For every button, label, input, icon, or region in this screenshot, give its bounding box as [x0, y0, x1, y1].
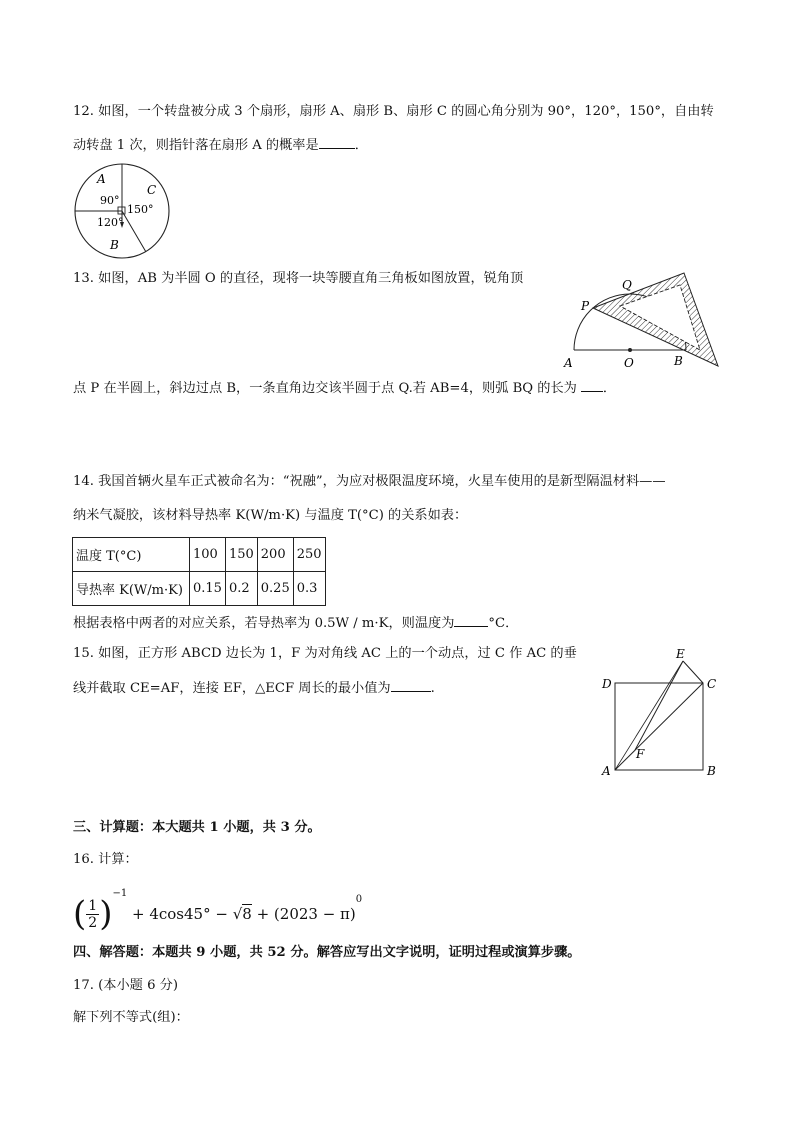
q12-line2-text: 动转盘 1 次，则指针落在扇形 A 的概率是	[73, 138, 319, 153]
radicand: 8	[242, 905, 252, 923]
section3-title: 三、计算题：本大题共 1 小题，共 3 分。	[73, 820, 321, 835]
table-cell: 0.2	[225, 572, 257, 606]
q15-line2-text: 线并截取 CE=AF，连接 EF，△ECF 周长的最小值为	[73, 681, 391, 696]
label-F: F	[636, 747, 645, 761]
segment-EF	[635, 661, 683, 750]
table-cell: 200	[257, 538, 293, 572]
table-cell: 0.3	[293, 572, 325, 606]
label-P: P	[581, 299, 590, 313]
q12-answer-blank	[319, 136, 355, 149]
label-Q: Q	[622, 278, 632, 292]
q17-line2: 解下列不等式(组)：	[73, 1010, 189, 1025]
q14-line3	[73, 614, 518, 632]
section4-title: 四、解答题：本题共 9 小题，共 52 分。解答应写出文字说明，证明过程或演算步骤。	[73, 945, 581, 960]
diagonal-AC	[615, 683, 703, 770]
q14-answer-blank	[454, 614, 488, 627]
sqrt-symbol: √	[232, 905, 243, 923]
q13-line2-end: ．	[602, 381, 617, 396]
exponent-zero: 0	[355, 894, 363, 905]
q14-line3-text: 根据表格中两者的对应关系，若导热率为 0.5W / m·K，则温度为	[73, 616, 455, 631]
table-cell: 导热率 K(W/m·K)	[73, 572, 190, 606]
spinner-angle-120: 120°	[97, 216, 124, 229]
label-A: A	[602, 764, 611, 778]
spinner-label-C: C	[147, 183, 157, 197]
paren-right: )	[99, 894, 113, 934]
spinner-label-A: A	[97, 172, 106, 186]
label-C: C	[707, 677, 717, 691]
q15-square-figure	[598, 644, 726, 784]
q15-line1: 15. 如图，正方形 ABCD 边长为 1，F 为对角线 AC 上的一个动点，过 C 作 AC 的垂	[73, 646, 577, 661]
label-B: B	[707, 764, 716, 778]
q15-answer-blank	[391, 679, 431, 692]
fraction-denominator: 2	[88, 914, 98, 931]
spinner-angle-90: 90°	[100, 194, 120, 207]
q14-line1: 14. 我国首辆火星车正式被命名为：“祝融”，为应对极限温度环境，火星车使用的是新型隔温材料——	[73, 474, 666, 489]
center-point-O	[628, 348, 632, 352]
conductivity-table	[72, 537, 326, 606]
label-D: D	[602, 677, 612, 691]
table-cell: 150	[225, 538, 257, 572]
table-cell: 温度 T(°C)	[73, 538, 190, 572]
fraction	[86, 898, 99, 931]
spinner-label-B: B	[110, 238, 119, 252]
q13-answer-blank	[581, 379, 603, 392]
q13-line2-text: 点 P 在半圆上，斜边过点 B，一条直角边交该半圆于点 Q.若 AB=4，则弧 BQ 的长为	[73, 381, 577, 396]
spinner-radius-lower	[122, 211, 146, 252]
q12-line1: 12. 如图，一个转盘被分成 3 个扇形，扇形 A、扇形 B、扇形 C 的圆心角分别为 90°，120°，150°，自由转	[73, 104, 714, 119]
q14-line2: 纳米气凝胶，该材料导热率 K(W/m·K) 与温度 T(°C) 的关系如表：	[73, 508, 468, 523]
table-cell: 0.15	[190, 572, 226, 606]
q12-line2-end: ．	[354, 138, 368, 153]
expr-tail: + (2023 − π)	[256, 905, 356, 923]
label-O: O	[624, 356, 634, 370]
table-cell: 100	[190, 538, 226, 572]
q13-line2	[73, 379, 616, 397]
q13-semicircle-figure	[560, 270, 726, 372]
segment-CE	[683, 661, 703, 683]
segment-AE	[615, 661, 683, 770]
exponent-neg1: −1	[112, 888, 128, 899]
expr-middle: + 4cos45° −	[131, 905, 228, 923]
q12-line2	[73, 136, 368, 154]
q16-expression	[73, 888, 362, 934]
q15-line2	[73, 679, 435, 697]
q14-line3-end: °C．	[488, 616, 519, 631]
label-A: A	[564, 356, 573, 370]
label-B: B	[674, 354, 683, 368]
q12-spinner-figure	[70, 162, 180, 260]
label-E: E	[676, 647, 685, 661]
table-row	[73, 572, 326, 606]
q16-label: 16. 计算：	[73, 852, 138, 867]
q15-line2-end: .	[430, 681, 435, 696]
fraction-numerator: 1	[88, 897, 98, 914]
table-cell: 0.25	[257, 572, 293, 606]
table-cell: 250	[293, 538, 325, 572]
q13-line1: 13. 如图，AB 为半圆 O 的直径，现将一块等腰直角三角板如图放置，锐角顶	[73, 271, 524, 286]
paren-left: (	[73, 894, 87, 934]
spinner-angle-150: 150°	[127, 203, 154, 216]
table-row	[73, 538, 326, 572]
q17-label: 17. (本小题 6 分)	[73, 978, 178, 993]
